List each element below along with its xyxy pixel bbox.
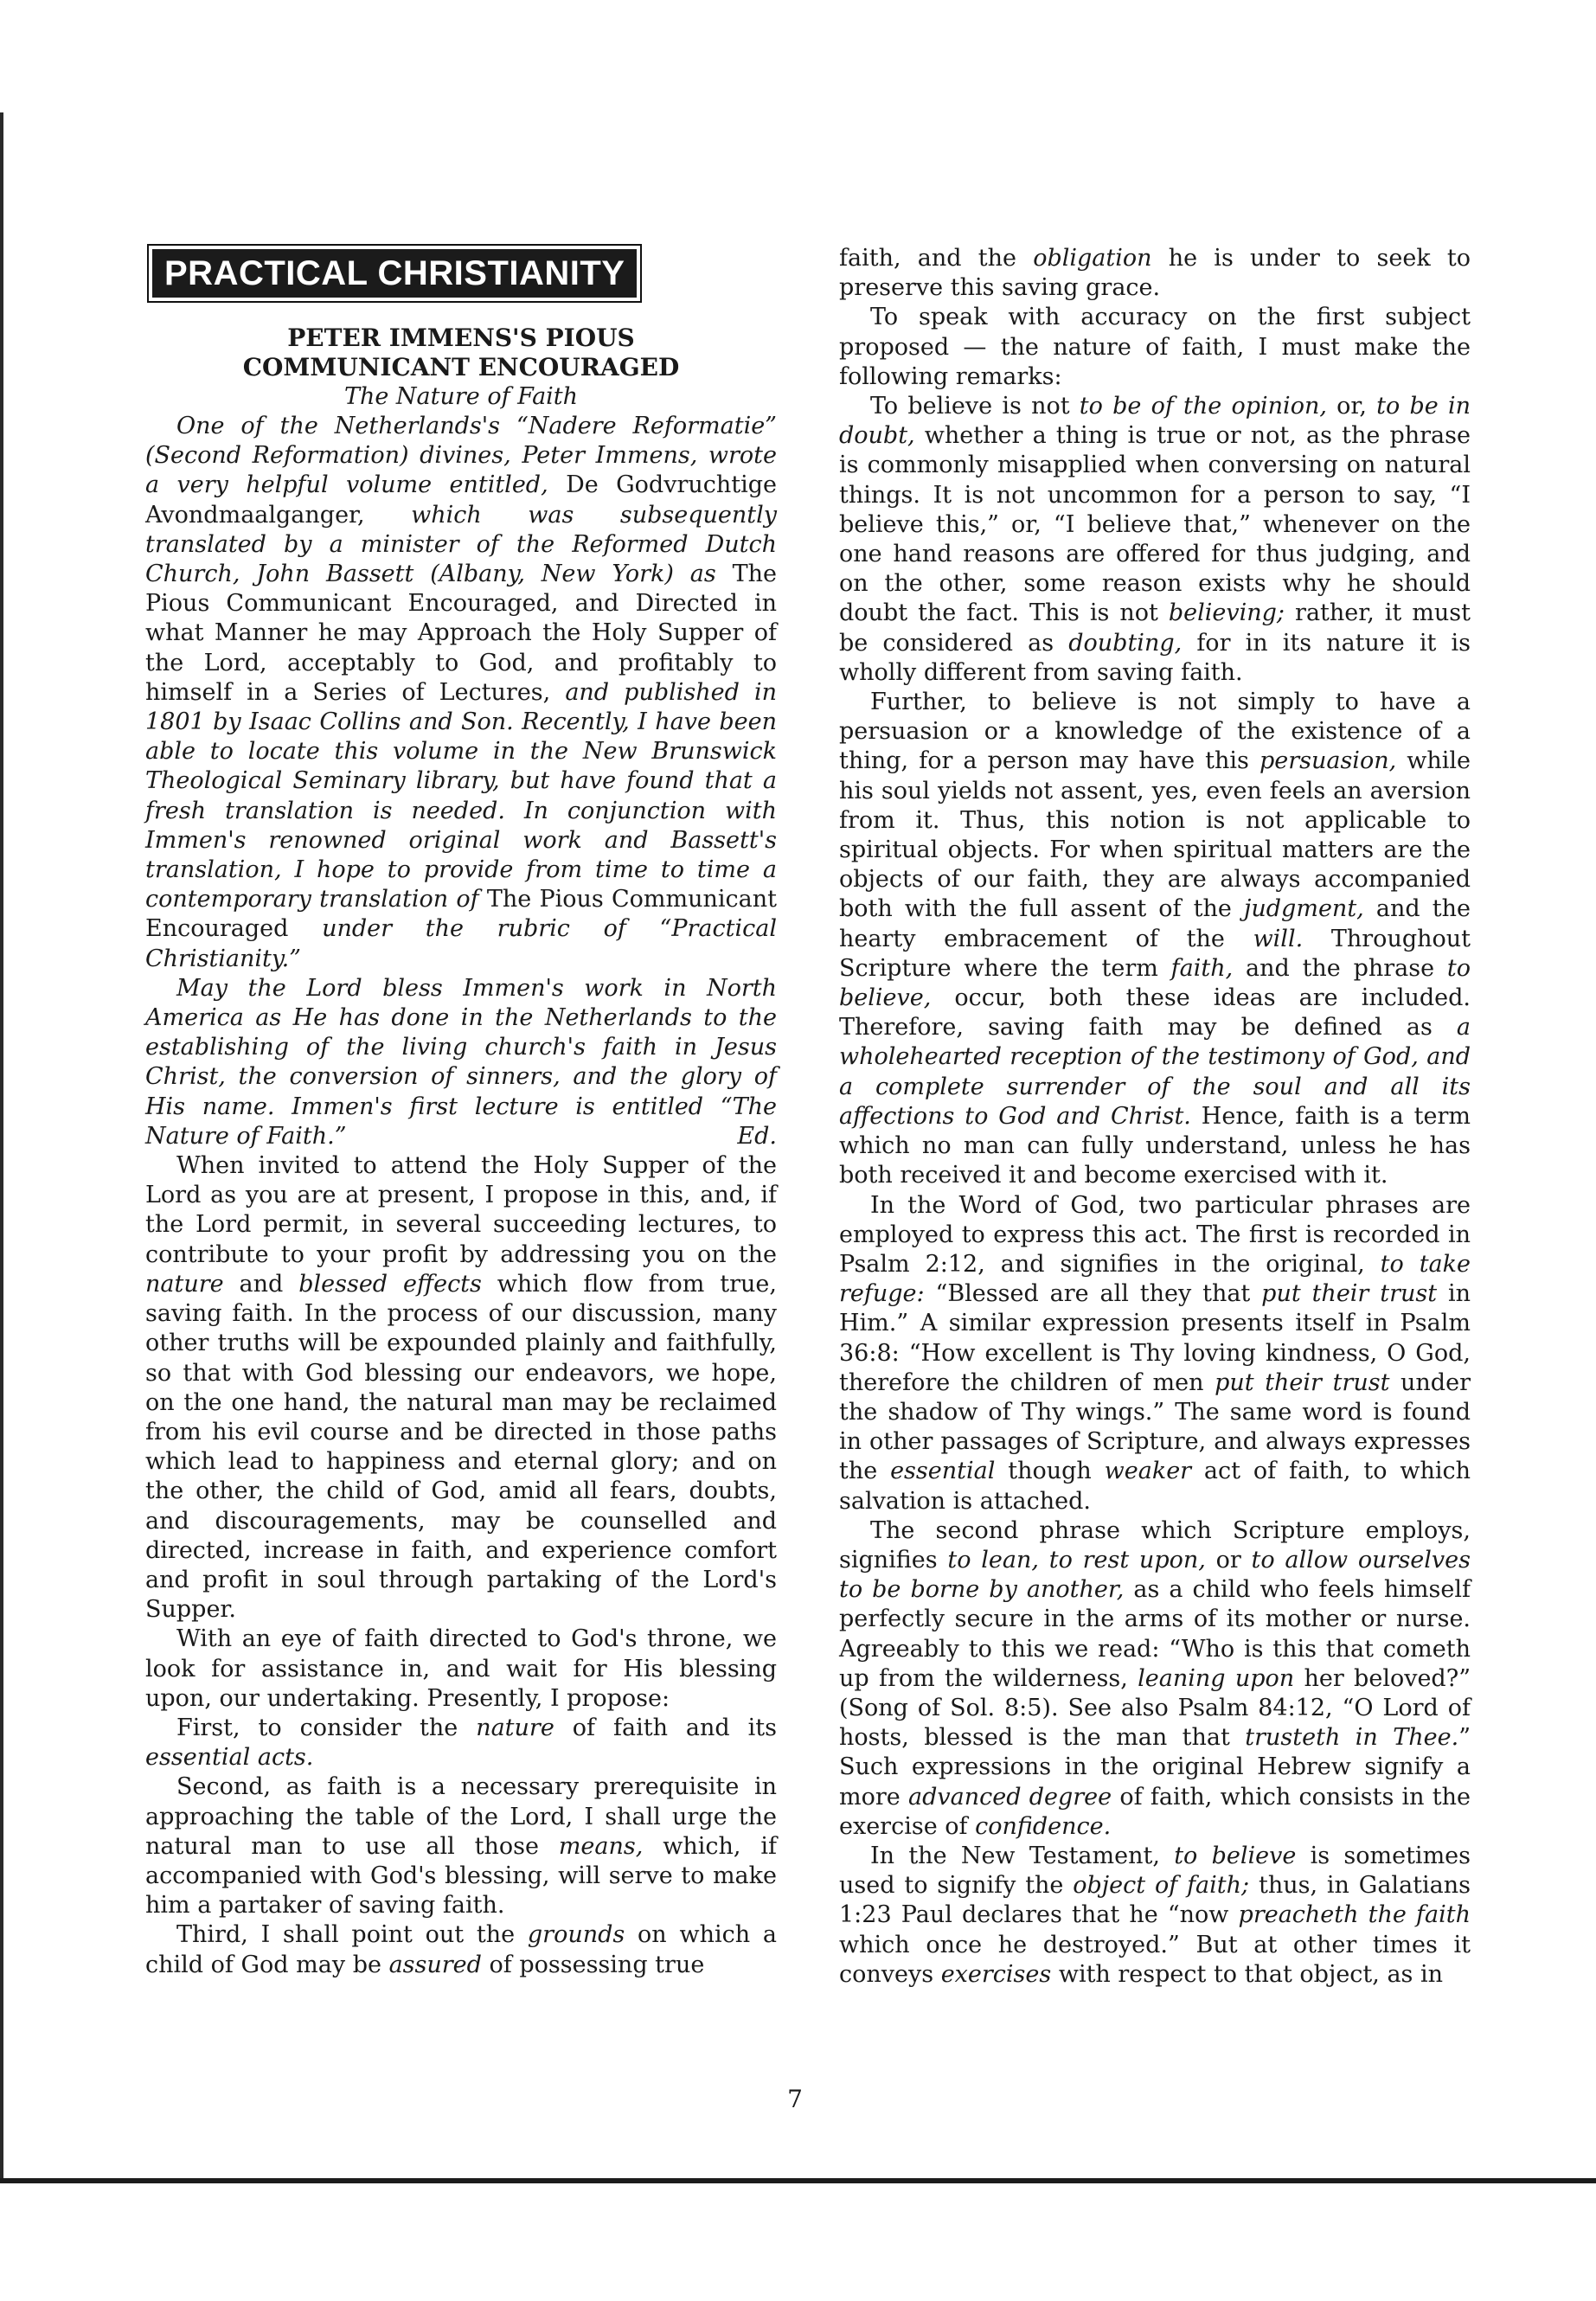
scan-margin-top [0,0,1596,112]
right-column [839,244,1471,1990]
body-paragraph: faith, and the obligation he is under to seek to preserve this saving grace. [839,245,1471,302]
body-paragraph: First, to consider the nature of faith and its essential acts. [145,1714,777,1772]
article-title-line-1: PETER IMMENS'S PIOUS [287,324,635,352]
article-title-line-2: COMMUNICANT ENCOURAGED [242,353,680,381]
intro-paragraph-2: May the Lord bless Immen's work in North America as He has done in the Netherlands to the establishing of the living church's faith in Jesus Christ, the conversion of sinners, and the glory of His name. Immen's first lecture is entitled “The Nature of Faith.” Ed. [145,974,777,1151]
editor-signature: Ed. [737,1122,777,1150]
scan-bottom-edge [0,2178,1596,2183]
body-paragraph: With an eye of faith directed to God's throne, we look for assistance in, and wait for His blessing upon, our undertaking. Presently, I propose: [145,1625,777,1712]
left-column [145,244,777,1980]
editor-introduction [145,412,777,1151]
body-paragraph: Third, I shall point out the grounds on which a child of God may be assured of possessing true [145,1921,777,1978]
body-paragraph: In the Word of God, two particular phrases are employed to express this act. The first is recorded in Psalm 2:12, and signifies in the original, to take refuge: “Blessed are all they that put their trust in Him.” A similar expression presents itself in Psalm 36:8: “How excellent is Thy loving kindness, O God, therefore the children of men put their trust under the shadow of Thy wings.” The same word is found in other passages of Scripture, and always expresses the essential though weaker act of faith, to which salvation is attached. [839,1191,1471,1515]
magazine-page [145,244,1471,2061]
article-subtitle: The Nature of Faith [343,383,579,410]
body-paragraph: To believe is not to be of the opinion, or, to be in doubt, whether a thing is true or not, as the phrase is commonly misapplied when conversing on natural things. It is not uncommon for a person to say, “I believe this,” or, “I believe that,” whenever on the one hand reasons are offered for thus judging, and on the other, some reason exists why he should doubt the fact. This is not believing; rather, it must be considered as doubting, for in its nature it is wholly different from saving faith. [839,393,1471,686]
body-paragraph: When invited to attend the Holy Supper of the Lord as you are at present, I propose in this, and, if the Lord permit, in several succeeding lectures, to contribute to your profit by addressing you on the nature and blessed effects which flow from true, saving faith. In the process of our discussion, many other truths will be expounded plainly and faithfully, so that with God blessing our endeavors, we hope, on the one hand, the natural man may be reclaimed from his evil course and be directed in those paths which lead to happiness and eternal glory; and on the other, the child of God, amid all fears, doubts, and discouragements, may be counselled and directed, increase in faith, and experience comfort and profit in soul through partaking of the Lord's Supper. [145,1152,777,1624]
section-banner-label: PRACTICAL CHRISTIANITY [152,249,637,298]
body-paragraph: Second, as faith is a necessary prerequisite in approaching the table of the Lord, I shall urge the natural man to use all those means, which, if accompanied with God's blessing, will serve to make him a partaker of saving faith. [145,1773,777,1920]
body-paragraph: In the New Testament, to believe is sometimes used to signify the object of faith; thus, in Galatians 1:23 Paul declares that he “now preacheth the faith which once he destroyed.” But at other times it conveys exercises with respect to that object, as in [839,1842,1471,1988]
body-paragraph: The second phrase which Scripture employs, signifies to lean, to rest upon, or to allow ourselves to be borne by another, as a child who feels himself perfectly secure in the arms of its mother or nurse. Agreeably to this we read: “Who is this that cometh up from the wilderness, leaning upon her beloved?” (Song of Sol. 8:5). See also Psalm 84:12, “O Lord of hosts, blessed is the man that trusteth in Thee.” Such expressions in the original Hebrew signify a more advanced degree of faith, which consists in the exercise of confidence. [839,1516,1471,1840]
body-paragraph: Further, to believe is not simply to have a persuasion or a knowledge of the existence of a thing, for a person may have this persuasion, while his soul yields not assent, yes, even feels an aversion from it. Thus, this notion is not applicable to spiritual objects. For when spiritual matters are the objects of our faith, they are always accompanied both with the full assent of the judgment, and the hearty embracement of the will. Throughout Scripture where the term faith, and the phrase to believe, occur, both these ideas are included. Therefore, saving faith may be defined as a wholehearted reception of the testimony of God, and a complete surrender of the soul and all its affections to God and Christ. Hence, faith is a term which no man can fully understand, unless he has both received it and become exercised with it. [839,689,1471,1189]
intro-paragraph-1: One of the Netherlands's “Nadere Reformatie” (Second Reformation) divines, Peter Immens, wrote a very helpful volume entitled, De Godvruchtige Avondmaalganger, which was subsequently translated by a minister of the Reformed Dutch Church, John Bassett (Albany, New York) as The Pious Communicant Encouraged, and Directed in what Manner he may Approach the Holy Supper of the Lord, acceptably to God, and profitably to himself in a Series of Lectures, and published in 1801 by Isaac Collins and Son. Recently, I have been able to locate this volume in the New Brunswick Theological Seminary library, but have found that a fresh translation is needed. In conjunction with Immen's renowned original work and Bassett's translation, I hope to provide from time to time a contemporary translation of The Pious Communicant Encouraged under the rubric of “Practical Christianity.” [145,413,777,972]
section-banner [147,244,642,303]
page-number: 7 [787,2085,803,2113]
article-title [145,324,777,382]
body-paragraph: To speak with accuracy on the first subject proposed — the nature of faith, I must make the following remarks: [839,304,1471,390]
scan-left-edge [0,112,3,2180]
